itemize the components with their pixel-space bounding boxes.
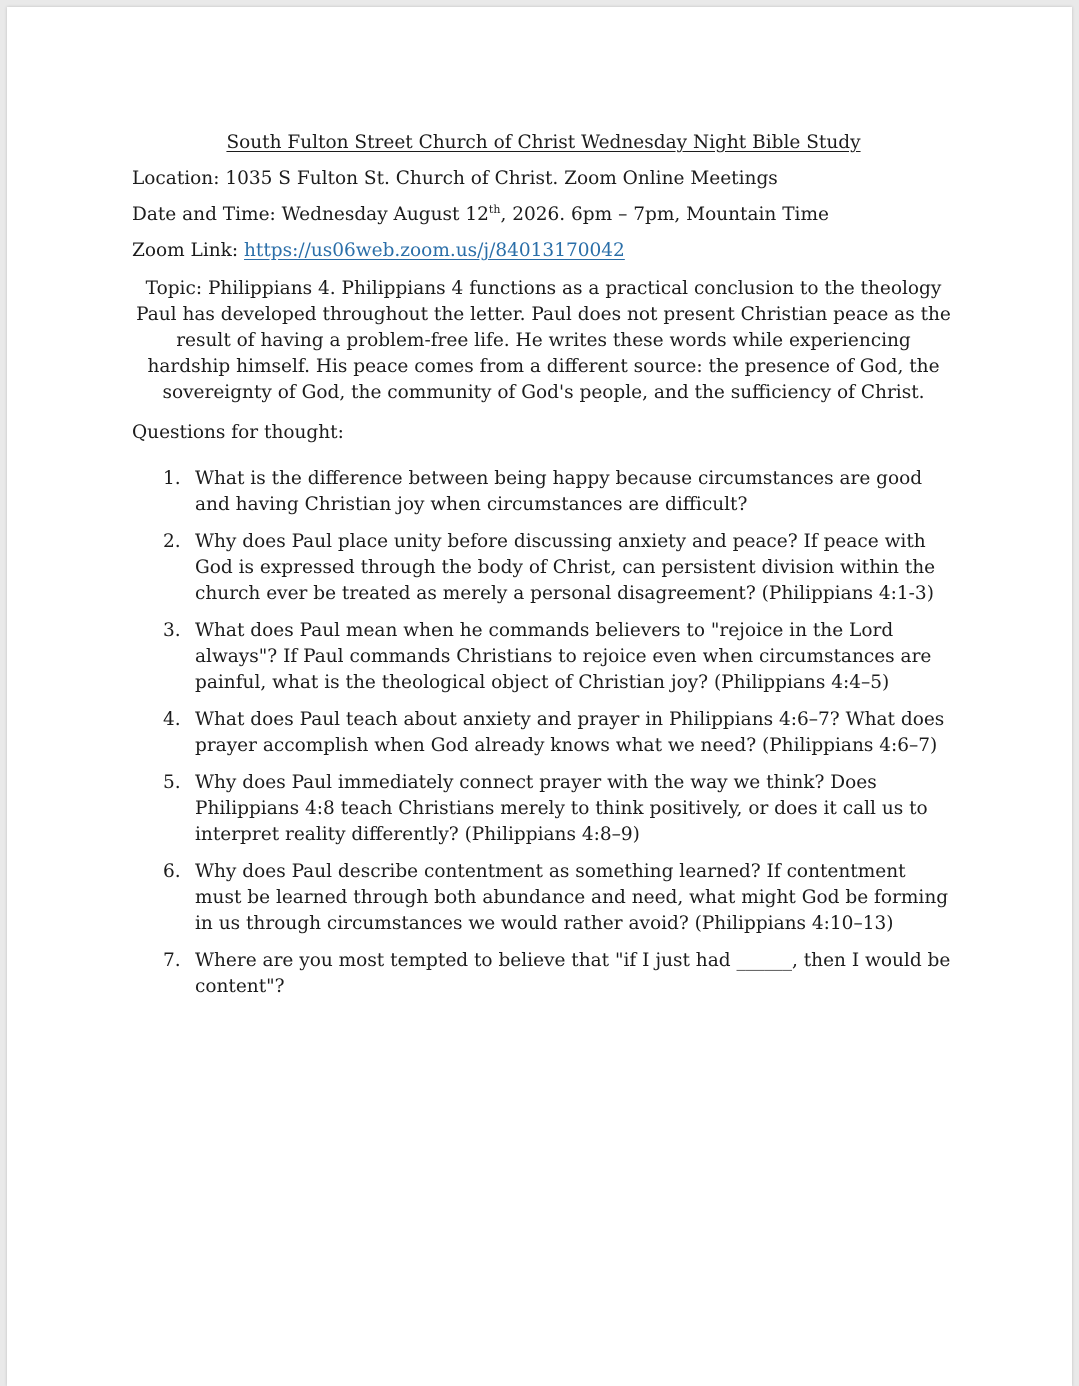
- zoom-link[interactable]: https://us06web.zoom.us/j/84013170042: [244, 240, 625, 261]
- document-content: [132, 130, 955, 1011]
- question-number: 7.: [163, 950, 181, 971]
- question-text: Why does Paul place unity before discussing anxiety and peace? If peace with God is expressed through the body of Christ, can persistent division within the church ever be treated as merely a personal disagreement? (Philippians 4:1-3): [195, 531, 936, 604]
- question-number: 6.: [163, 861, 181, 882]
- datetime-ordinal-suffix: th: [488, 203, 501, 216]
- question-text: What is the difference between being happy because circumstances are good and having Christian joy when circumstances are difficult?: [195, 468, 923, 515]
- datetime-label: Date and Time:: [132, 204, 276, 225]
- datetime-line: [132, 202, 955, 228]
- question-item: [132, 859, 955, 937]
- question-number: 5.: [163, 772, 181, 793]
- document-page: [7, 7, 1072, 1386]
- question-text: What does Paul teach about anxiety and prayer in Philippians 4:6–7? What does prayer accomplish when God already knows what we need? (Philippians 4:6–7): [195, 709, 945, 756]
- topic-paragraph: Topic: Philippians 4. Philippians 4 functions as a practical conclusion to the theology Paul has developed throughout the letter. Paul does not present Christian peace as the result of having a problem-free life. He writes these words while experiencing hardship himself. His peace comes from a different source: the presence of God, the sovereignty of God, the community of God's people, and the sufficiency of Christ.: [136, 278, 951, 403]
- question-item: [132, 948, 955, 1000]
- question-text: Where are you most tempted to believe that "if I just had ______, then I would be content"?: [195, 950, 951, 997]
- question-text: What does Paul mean when he commands believers to "rejoice in the Lord always"? If Paul commands Christians to rejoice even when circumstances are painful, what is the theological object of Christian joy? (Philippians 4:4–5): [195, 620, 932, 693]
- question-item: [132, 707, 955, 759]
- datetime-rest: , 2026. 6pm – 7pm, Mountain Time: [500, 204, 829, 225]
- document-title: South Fulton Street Church of Christ Wednesday Night Bible Study: [226, 132, 861, 153]
- question-text: Why does Paul immediately connect prayer with the way we think? Does Philippians 4:8 teach Christians merely to think positively, or does it call us to interpret reality differently? (Philippians 4:8–9): [195, 772, 928, 845]
- question-text: Why does Paul describe contentment as something learned? If contentment must be learned through both abundance and need, what might God be forming in us through circumstances we would rather avoid? (Philippians 4:10–13): [195, 861, 949, 934]
- questions-heading: Questions for thought:: [132, 422, 344, 443]
- zoom-line: [132, 238, 955, 264]
- zoom-label: Zoom Link:: [132, 240, 239, 261]
- datetime-value: [282, 204, 829, 225]
- questions-list: [132, 466, 955, 1000]
- question-item: [132, 529, 955, 607]
- question-item: [132, 466, 955, 518]
- question-number: 3.: [163, 620, 181, 641]
- question-number: 2.: [163, 531, 181, 552]
- location-value: 1035 S Fulton St. Church of Christ. Zoom Online Meetings: [225, 168, 778, 189]
- question-number: 4.: [163, 709, 181, 730]
- datetime-date: Wednesday August 12: [281, 204, 489, 225]
- question-item: [132, 770, 955, 848]
- location-label: Location:: [132, 168, 220, 189]
- question-number: 1.: [163, 468, 181, 489]
- location-line: [132, 166, 955, 192]
- question-item: [132, 618, 955, 696]
